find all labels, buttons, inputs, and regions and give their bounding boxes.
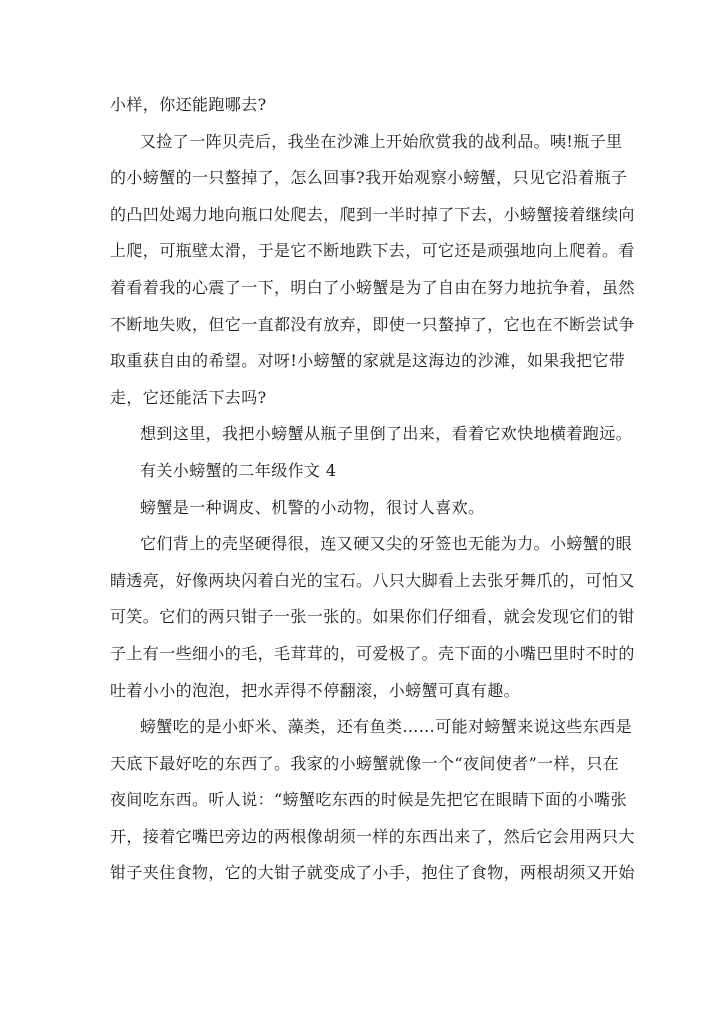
text-line: 睛透亮，好像两块闪着白光的宝石。八只大脚看上去张牙舞爪的，可怕又 (110, 570, 635, 590)
text-line: 螃蟹吃的是小虾米、藻类，还有鱼类……可能对螃蟹来说这些东西是 (140, 717, 633, 737)
text-line: 的小螃蟹的一只螯掉了，怎么回事?我开始观察小螃蟹，只见它沿着瓶子 (110, 168, 628, 188)
text-line: 它们背上的壳坚硬得很，连又硬又尖的牙签也无能为力。小螃蟹的眼 (140, 534, 633, 554)
text-line: 小样，你还能跑哪去? (110, 95, 267, 114)
text-line: 取重获自由的希望。对呀!小螃蟹的家就是这海边的沙滩，如果我把它带 (110, 351, 626, 371)
text-line: 有关小螃蟹的二年级作文 4 (140, 460, 337, 480)
text-line: 想到这里，我把小螃蟹从瓶子里倒了出来，看着它欢快地横着跑远。 (140, 424, 633, 444)
text-line: 不断地失败，但它一直都没有放弃，即使一只螯掉了，它也在不断尝试争 (110, 314, 635, 334)
text-line: 又捡了一阵贝壳后，我坐在沙滩上开始欣赏我的战利品。咦!瓶子里 (140, 131, 623, 151)
text-line: 上爬，可瓶壁太滑，于是它不断地跌下去，可它还是顽强地向上爬着。看 (110, 241, 635, 261)
text-line: 天底下最好吃的东西了。我家的小螃蟹就像一个“夜间使者”一样，只在 (110, 753, 620, 773)
text-line: 着看着我的心震了一下，明白了小螃蟹是为了自由在努力地抗争着，虽然 (110, 277, 635, 297)
document-body (110, 87, 635, 892)
text-line: 螃蟹是一种调皮、机警的小动物，很讨人喜欢。 (140, 497, 485, 517)
text-line: 钳子夹住食物，它的大钳子就变成了小手，抱住了食物，两根胡须又开始 (110, 863, 635, 883)
text-line: 开，接着它嘴巴旁边的两根像胡须一样的东西出来了，然后它会用两只大 (110, 826, 635, 846)
text-line: 子上有一些细小的毛，毛茸茸的，可爱极了。壳下面的小嘴巴里时不时的 (110, 643, 635, 663)
text-line: 走，它还能活下去吗? (110, 387, 267, 407)
text-line: 夜间吃东西。听人说：“螃蟹吃东西的时候是先把它在眼睛下面的小嘴张 (110, 790, 627, 810)
text-line: 吐着小小的泡泡，把水弄得不停翻滚，小螃蟹可真有趣。 (110, 680, 521, 700)
text-line: 可笑。它们的两只钳子一张一张的。如果你们仔细看，就会发现它们的钳 (110, 607, 635, 627)
text-line: 的凸凹处竭力地向瓶口处爬去，爬到一半时掉了下去，小螃蟹接着继续向 (110, 204, 635, 224)
